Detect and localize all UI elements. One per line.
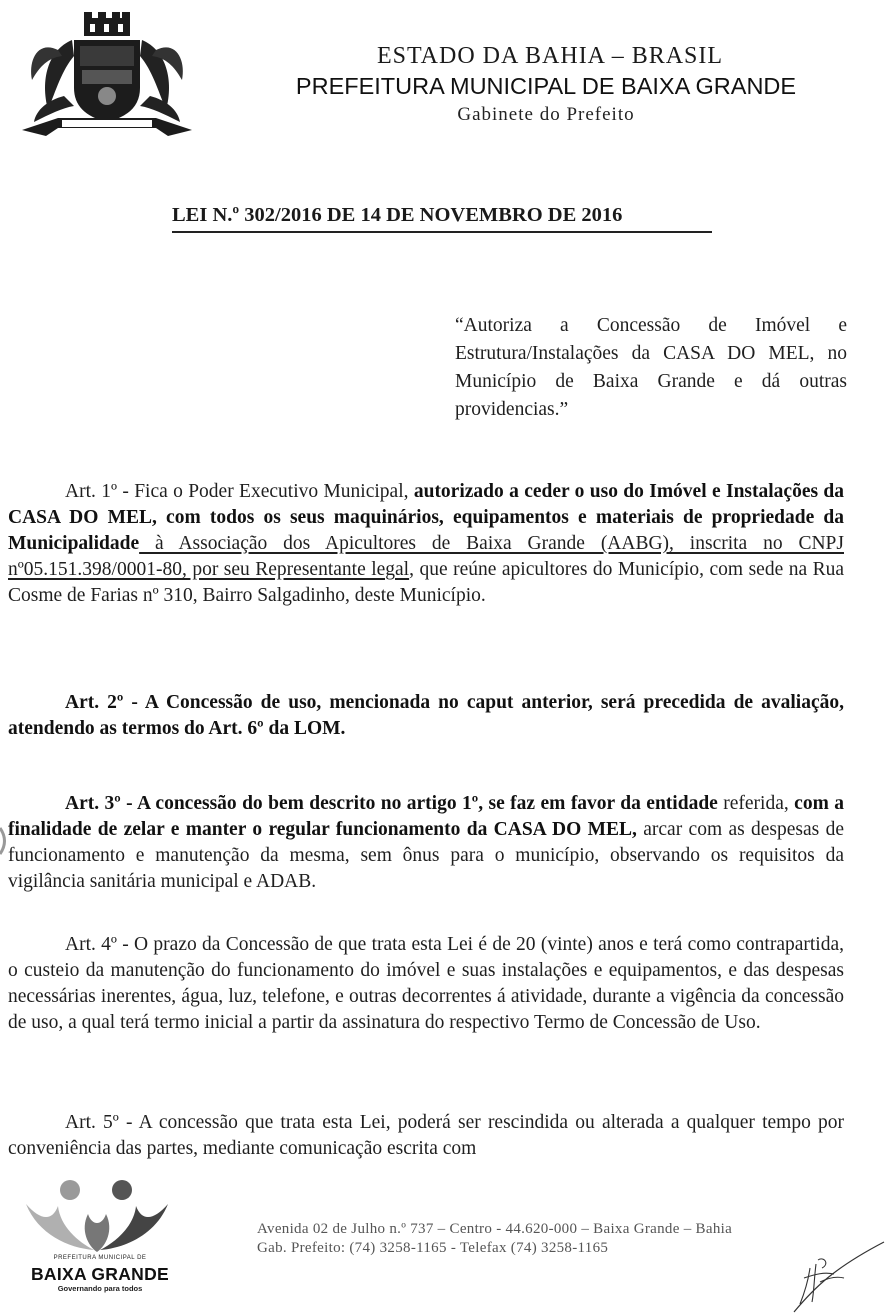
cabinet-name: Gabinete do Prefeito: [457, 104, 635, 125]
logo-slogan: Governando para todos: [57, 1284, 143, 1293]
article-1-lead: Art. 1º - Fica o Poder Executivo Municipal,: [65, 481, 414, 502]
article-3-bold-1: Art. 3º - A concessão do bem descrito no artigo 1º, se faz em favor da entidade: [65, 793, 718, 814]
prefecture-name: PREFEITURA MUNICIPAL DE BAIXA GRANDE: [295, 73, 797, 99]
article-5-text: Art. 5º - A concessão que trata esta Lei, poderá ser rescindida ou alterada a qualquer tempo por conveniência das partes, mediante comunicação escrita com: [8, 1112, 844, 1159]
article-3-text-1: referida,: [717, 793, 795, 814]
state-name: ESTADO DA BAHIA – BRASIL: [376, 43, 724, 69]
logo-subtitle: PREFEITURA MUNICIPAL DE: [53, 1255, 147, 1261]
article-1-bold: autorizado a ceder o uso do Imóvel e Instalações da CASA DO MEL, com todos os seus maquinários, equipamentos e materiais de propriedade da Municipalidade: [8, 481, 845, 554]
logo-name: BAIXA GRANDE: [30, 1264, 170, 1284]
article-3: [8, 791, 844, 895]
handwritten-signature: [764, 1238, 886, 1313]
municipal-crest-icon: [18, 10, 196, 145]
article-1: [8, 479, 844, 609]
law-ementa: “Autoriza a Concessão de Imóvel e Estrutura/Instalações da CASA DO MEL, no Município de Baixa Grande e dá outras providencias.”: [455, 315, 847, 420]
article-2: [8, 690, 844, 742]
article-3-text-2: arcar com as despesas de funcionamento e manutenção da mesma, sem ônus para o município, observando os requisitos da vigilância sanitária municipal e ADAB.: [8, 819, 845, 892]
punch-hole-mark: [0, 826, 10, 856]
article-1-rest: , que reúne apicultores do Município, com sede na Rua Cosme de Farias nº 310, Bairro Salgadinho, deste Município.: [8, 559, 845, 606]
article-4-text: Art. 4º - O prazo da Concessão de que trata esta Lei é de 20 (vinte) anos e terá como contrapartida, o custeio da manutenção do funcionamento do imóvel e suas instalações e equipamentos, e das despesas necessárias inerentes, água, luz, telefone, e outras decorrentes á atividade, durante a vigência da concessão de uso, a qual terá termo inicial a partir da assinatura do respectivo Termo de Concessão de Uso.: [8, 934, 844, 1033]
article-5: [8, 1110, 844, 1162]
article-4: [8, 932, 844, 1036]
law-title: LEI N.º 302/2016 DE 14 DE NOVEMBRO DE 2016: [172, 200, 712, 233]
article-3-bold-2: com a finalidade de zelar e manter o regular funcionamento da CASA DO MEL,: [8, 793, 844, 840]
article-1-underlined: à Associação dos Apicultores de Baixa Grande (AABG), inscrita no CNPJ nº05.151.398/0001-80, por seu Representante legal: [8, 533, 844, 580]
letterhead: [236, 42, 856, 127]
address-line-2: Gab. Prefeito: (74) 3258-1165 - Telefax (74) 3258-1165: [257, 1240, 609, 1256]
footer-address: [257, 1220, 817, 1258]
address-line-1: Avenida 02 de Julho n.º 737 – Centro - 44.620-000 – Baixa Grande – Bahia: [257, 1221, 733, 1237]
article-2-text: Art. 2º - A Concessão de uso, mencionada no caput anterior, será precedida de avaliação, atendendo as termos do Art. 6º da LOM.: [8, 692, 844, 739]
